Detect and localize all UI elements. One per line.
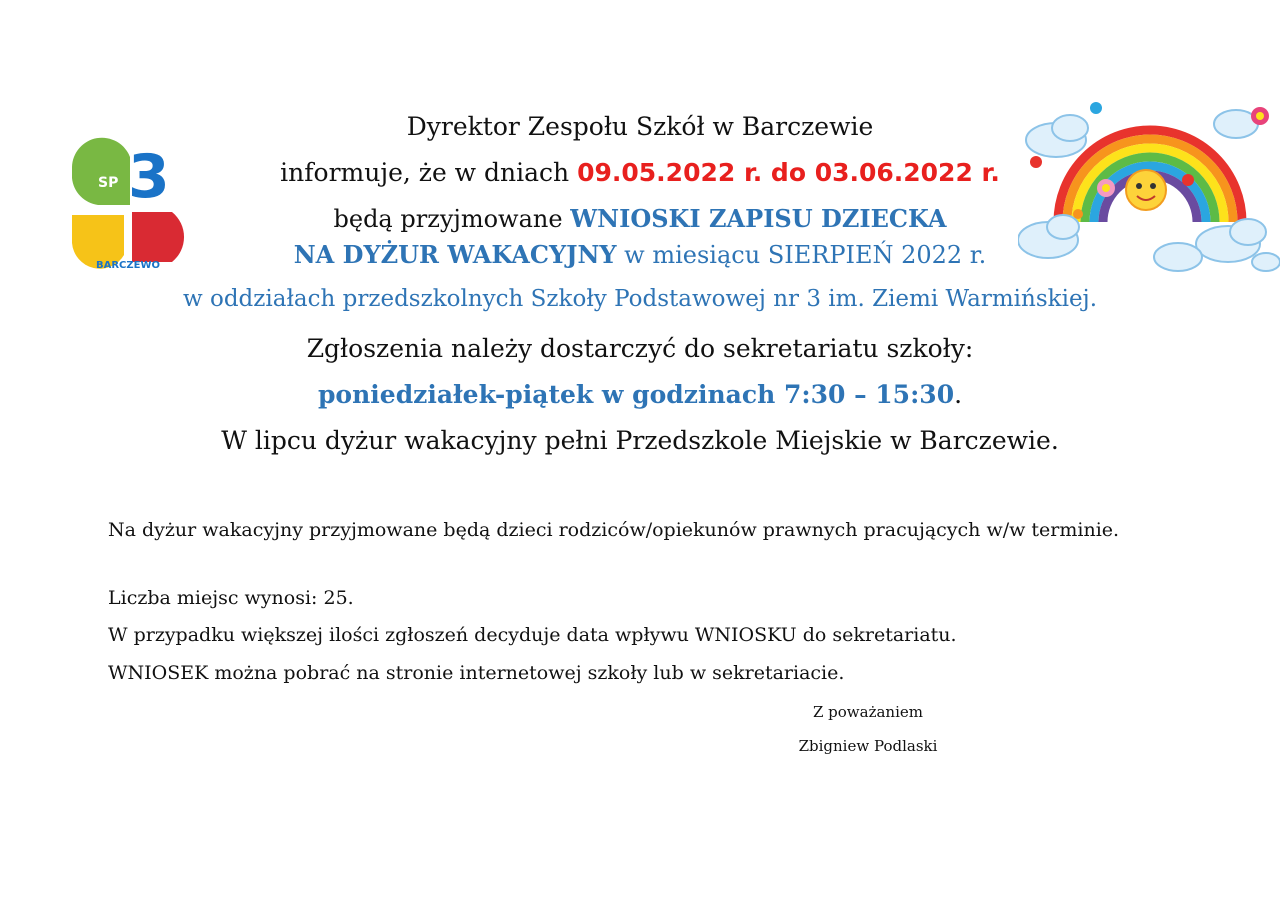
header-line-5: w oddziałach przedszkolnych Szkoły Podstawowej nr 3 im. Ziemi Warmińskiej. bbox=[182, 286, 1097, 312]
logo-caption: BARCZEWO bbox=[96, 260, 161, 271]
header-line-7 bbox=[0, 380, 1280, 409]
signature-greeting: Z poważaniem bbox=[812, 703, 923, 721]
application-title-1: WNIOSKI ZAPISU DZIECKA bbox=[570, 204, 947, 233]
header-line-1: Dyrektor Zespołu Szkół w Barczewie bbox=[406, 112, 874, 141]
paragraph-places: Liczba miejsc wynosi: 25. bbox=[108, 587, 354, 609]
office-hours-period: . bbox=[954, 380, 963, 409]
paragraph-download: WNIOSEK można pobrać na stronie internetowej szkoły lub w sekretariacie. bbox=[108, 662, 845, 684]
header-line-8: W lipcu dyżur wakacyjny pełni Przedszkole Miejskie w Barczewie. bbox=[221, 426, 1059, 455]
dates-intro: informuje, że w dniach bbox=[280, 158, 578, 187]
dates-range: 09.05.2022 r. do 03.06.2022 r. bbox=[577, 158, 1000, 187]
application-title-2: NA DYŻUR WAKACYJNY bbox=[293, 240, 617, 269]
logo-number: 3 bbox=[128, 142, 170, 212]
office-hours: poniedziałek-piątek w godzinach 7:30 – 15:30 bbox=[317, 380, 955, 409]
header-line-4 bbox=[0, 240, 1280, 269]
header-line-3 bbox=[0, 204, 1280, 233]
line3-intro: będą przyjmowane bbox=[333, 205, 571, 233]
paragraph-priority: W przypadku większej ilości zgłoszeń decyduje data wpływu WNIOSKU do sekretariatu. bbox=[108, 624, 957, 646]
header-line-6: Zgłoszenia należy dostarczyć do sekretariatu szkoły: bbox=[306, 334, 974, 363]
header-line-2 bbox=[0, 158, 1280, 187]
logo-sp: SP bbox=[98, 175, 119, 191]
month-text: w miesiącu SIERPIEŃ 2022 r. bbox=[616, 241, 987, 269]
signature-name: Zbigniew Podlaski bbox=[798, 737, 938, 755]
paragraph-eligibility: Na dyżur wakacyjny przyjmowane będą dzieci rodziców/opiekunów prawnych pracujących w/w terminie. bbox=[108, 519, 1120, 541]
